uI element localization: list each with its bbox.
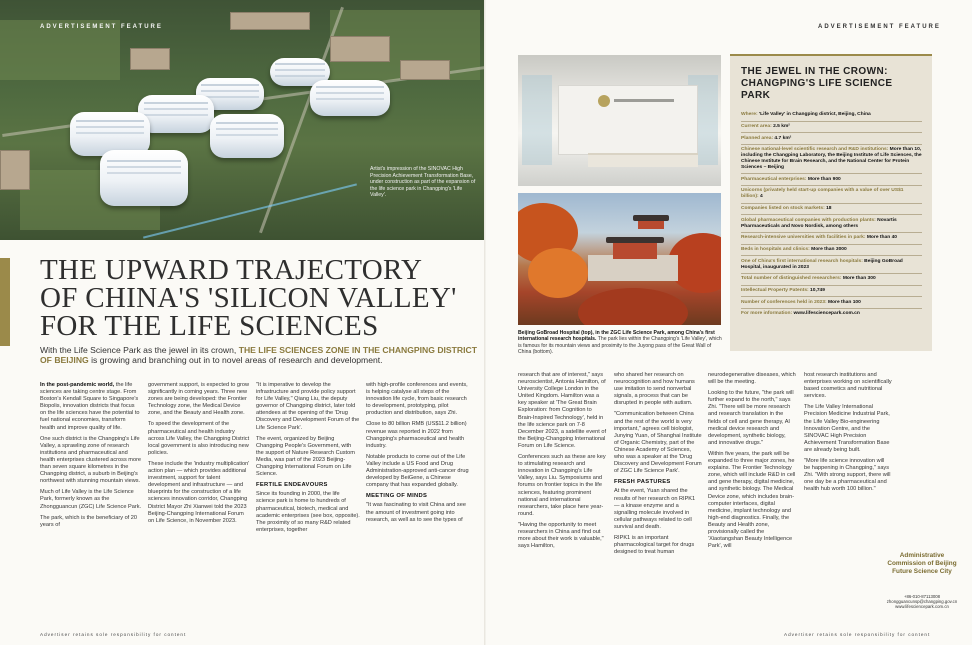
paragraph: who shared her research on neurocognition and how humans use imitation to send nonverbal signals, a process that can be disrupted in people with autism. bbox=[614, 372, 695, 407]
fact-box-title: THE JEWEL IN THE CROWN: CHANGPING'S LIFE SCIENCE PARK bbox=[741, 66, 893, 101]
fact-item: Beds in hospitals and clinics: More than 3000 bbox=[741, 245, 922, 257]
fact-item: Unicorns (privately held start-up companies with a value of over US$1 billion): 4 bbox=[741, 186, 922, 204]
paragraph: host research institutions and enterprises working on scientifically based cosmetics and nutritional services. bbox=[804, 372, 892, 400]
fact-item: Where: 'Life Valley' in Changping district, Beijing, China bbox=[741, 110, 922, 122]
article-deck bbox=[40, 345, 486, 366]
paragraph: neurodegenerative diseases, which will be the meeting. bbox=[708, 372, 796, 386]
paragraph: The event, organized by Beijing Changping People's Government, with the support of Nature Research Custom Media, was part of the 2023 Beijing-Changping International Forum on Life Science. bbox=[256, 435, 355, 478]
paragraph: RIPK1 is an important pharmacological target for drugs designed to treat human bbox=[614, 534, 695, 556]
contact-email[interactable]: zhongguancunsp@changping.gov.cn bbox=[886, 599, 958, 605]
paragraph: "Having the opportunity to meet researchers in China and find out more about their work is valuable," says Hamilton, bbox=[518, 521, 604, 550]
great-wall-temple-photo bbox=[518, 193, 721, 325]
advertisement-label: ADVERTISEMENT FEATURE bbox=[818, 24, 941, 30]
article-column-7 bbox=[708, 372, 796, 554]
photo-caption bbox=[518, 330, 723, 356]
photo-caption-bold: Beijing GoBroad Hospital (top), in the ZGC Life Science Park, among China's first international research hospitals. bbox=[518, 330, 715, 343]
advertisement-label: ADVERTISEMENT FEATURE bbox=[40, 24, 163, 30]
headline-line: OF CHINA'S 'SILICON VALLEY' bbox=[40, 282, 457, 314]
contact-website[interactable]: www.lifesciencepark.com.cn bbox=[895, 604, 949, 610]
fact-item: Global pharmaceutical companies with production plants: Novartis Pharmaceuticals and Novo Nordisk, among others bbox=[741, 215, 922, 233]
paragraph: government support, is expected to grow significantly in coming years. Three new zones are being developed: the Frontier Technology zone, the Medical Device zone, and the Beauty and Health zone. bbox=[148, 382, 250, 417]
paragraph: Looking to the future, "the park will further expand to the north," says Zhi. "There will be more research and research translation in the fields of cell and gene therapy, AI medical device research and development, synthetic biology, and innovative drugs." bbox=[708, 390, 794, 446]
paragraph: "It was fascinating to visit China and see the amount of investment going into research, as well as to see the types of bbox=[366, 502, 466, 523]
subheading: MEETING OF MINDS bbox=[366, 493, 428, 500]
paragraph: "It is imperative to develop the infrastructure and provide policy support for Life Valley," Qiang Liu, the deputy governor of Changping district, later told attendees at the opening of the 'Drug Discovery and Development Forum of the Life Science Park'. bbox=[256, 382, 360, 431]
fact-item: For more information: www.lifesciencepark.com.cn bbox=[741, 311, 860, 317]
paragraph: Notable products to come out of the Life Valley include a US Food and Drug Administration-approved anti-cancer drug developed by BeiGene, a Chinese company that has expanded globally. bbox=[366, 453, 469, 489]
paragraph: The park, which is the beneficiary of 20 years of bbox=[40, 514, 138, 528]
subheading: FRESH PASTURES bbox=[614, 479, 671, 486]
fact-item: Planned area: 4.7 km² bbox=[741, 133, 922, 145]
photo-caption-text: The park lies within the Changping's 'Life Valley', which is famous for its mountain views and proximity to the Juyong pass of the Great Wall of China (bottom). bbox=[518, 336, 722, 356]
article-column-3 bbox=[256, 382, 360, 538]
paragraph: Since its founding in 2000, the life science park is home to hundreds of pharmaceutical, biotech, medical and academic enterprises (see box, opposite). The proximity of so many R&D related enterprises, together bbox=[256, 491, 360, 533]
fact-item: Current area: 2.5 km² bbox=[741, 122, 922, 134]
paragraph: Close to 80 billion RMB (US$11.2 billion) revenue was reported in 2022 from Changping's pharmaceutical and health industry. bbox=[366, 421, 467, 449]
headline bbox=[40, 256, 480, 340]
article-column-1 bbox=[40, 382, 142, 533]
sponsor-credit: Administrative Commission of Beijing Future Science City bbox=[887, 552, 957, 575]
paragraph: Conferences such as these are key to stimulating research and innovation in Changping's Life Valley, says Liu. Symposiums and forums on frontier topics in the life sciences, featuring prominent national and international researchers, take place here year-round. bbox=[518, 454, 606, 517]
paragraph: The Life Valley International Precision Medicine Industrial Park, the Life Valley Bio-engineering Innovation Centre, and the SINOVAC High Precision Achievement Transformation Base are already being built. bbox=[804, 404, 890, 453]
paragraph: At the event, Yuan shared the results of her research on RIPK1 — a kinase enzyme and a signalling molecule involved in cellular pathways related to cell survival and death. bbox=[614, 488, 696, 530]
article-column-5 bbox=[518, 372, 606, 554]
article-column-2 bbox=[148, 382, 251, 529]
footer-disclaimer: Advertiser retains sole responsibility for content bbox=[40, 632, 187, 637]
deck-highlight: THE LIFE SCIENCES ZONE IN THE CHANGPING DISTRICT OF BEIJING bbox=[40, 345, 477, 366]
paragraph: These include the 'industry multiplication' action plan — which provides additional investment, support for talent development and infrastructure — and blueprints for the construction of a life sciences innovation corridor, Changping District Mayor Zhi Xianwei told the 2023 Beijing-Changping International Forum on Life Science, in November 2023. bbox=[148, 460, 250, 524]
article-column-6 bbox=[614, 372, 702, 560]
paragraph: Within five years, the park will be expanded to three major zones, he explains. The Frontier Technology zone, which will include R&D in cell and gene therapy, digital medicine, and synthetic biology. The Medical Device zone, which includes brain-computer interfaces, digital medicine, implant technology and high-end diagnostics. Finally, the Beauty and Health zone, provisionally called the 'Xiaotangshan Beauty Intelligence Park', will bbox=[708, 450, 796, 550]
headline-line: FOR THE LIFE SCIENCES bbox=[40, 310, 379, 342]
paragraph: with high-profile conferences and events, is helping catalyse all steps of the innovation life cycle, from basic research to development, prototyping, pilot production and distribution, says Zhi. bbox=[366, 382, 468, 417]
fact-item: Number of conferences held in 2023: More than 100 bbox=[741, 297, 922, 309]
deck-text: With the Life Science Park as the jewel in its crown, bbox=[40, 345, 237, 355]
lead-in: In the post-pandemic world, bbox=[40, 382, 115, 388]
deck-text: is growing and branching out in to novel areas of research and development. bbox=[91, 355, 383, 366]
fact-item: Research-intensive universities with facilities in park: More than 40 bbox=[741, 233, 922, 245]
paragraph: One such district is the Changping's Life Valley, a sprawling zone of research institutions and pharmaceutical and health enterprises clustered across more than seven square kilometres in the Changping district, a suburb in Beijing's northwest with stunning mountain views. bbox=[40, 435, 142, 485]
fact-item: Companies listed on stock markets: 18 bbox=[741, 204, 922, 216]
fact-box bbox=[730, 54, 932, 351]
hospital-lobby-photo bbox=[518, 55, 721, 186]
fact-item: One of China's first international research hospitals: Beijing GoBroad Hospital, inaugurated in 2023 bbox=[741, 256, 922, 274]
footer-disclaimer: Advertiser retains sole responsibility for content bbox=[784, 632, 931, 637]
paragraph: To speed the development of the pharmaceutical and health industry across Life Valley, the Changping District local government is also introducing new policies. bbox=[148, 421, 250, 456]
fact-item: Total number of distinguished researchers: More than 300 bbox=[741, 274, 922, 286]
article-column-8 bbox=[804, 372, 892, 498]
article-column-4 bbox=[366, 382, 472, 528]
fact-item: Chinese national-level scientific research and R&D institutions: More than 10, including the Changping Laboratory, the Beijing Institute of Life Sciences, the Chinese Institute for Brain Research, and the National Center for Protein Sciences – Beijing bbox=[741, 145, 922, 174]
paragraph: "Communication between China and the rest of the world is very important," agrees cell biologist, Junying Yuan, of Shanghai Institute of Organic Chemistry, part of the Chinese Academy of Sciences, who was a speaker at the 'Drug Discovery and Development Forum of ZGC Life Science Park'. bbox=[614, 411, 702, 475]
accent-bar bbox=[0, 258, 10, 346]
paragraph: Much of Life Valley is the Life Science Park, formerly known as the Zhongguancun (ZGC) Life Science Park. bbox=[40, 489, 142, 510]
fact-item: Pharmaceutical enterprises: More than 900 bbox=[741, 174, 922, 186]
paragraph: research that are of interest," says neuroscientist, Antonia Hamilton, of University College London in the United Kingdom. Hamilton was a key speaker at 'The Great Brain Exploration: from Cognition to Brain-Inspired Technology', held in the life science park on 7-8 December 2023, a satellite event of the Beijing-Changping International Forum on Life Science. bbox=[518, 372, 606, 449]
contact-phone: +86-010-87113008 bbox=[903, 594, 941, 599]
fact-item: Intellectual Property Patents: 10,749 bbox=[741, 286, 922, 298]
headline-line: THE UPWARD TRAJECTORY bbox=[40, 254, 423, 286]
sponsor-contact bbox=[882, 594, 962, 610]
paragraph: "More life science innovation will be happening in Changping," says Zhi. "With strong support, there will one day be a pharmaceutical and health hub worth 100 billion." bbox=[804, 458, 891, 493]
hero-image bbox=[0, 0, 488, 240]
subheading: FERTILE ENDEAVOURS bbox=[256, 482, 328, 489]
paragraph: the life sciences are taking centre stage. From Boston's Kendall Square to Singapore's Biopolis, innovation districts that focus on the life sciences have the potential to fuel national economies, transform health and improve quality of life. bbox=[40, 382, 140, 431]
hero-caption: Artist's impression of the SINOVAC High Precision Achievement Transformation Base, under construction as part of the expansion of the life science park in Changping's 'Life Valley'. bbox=[370, 166, 476, 199]
